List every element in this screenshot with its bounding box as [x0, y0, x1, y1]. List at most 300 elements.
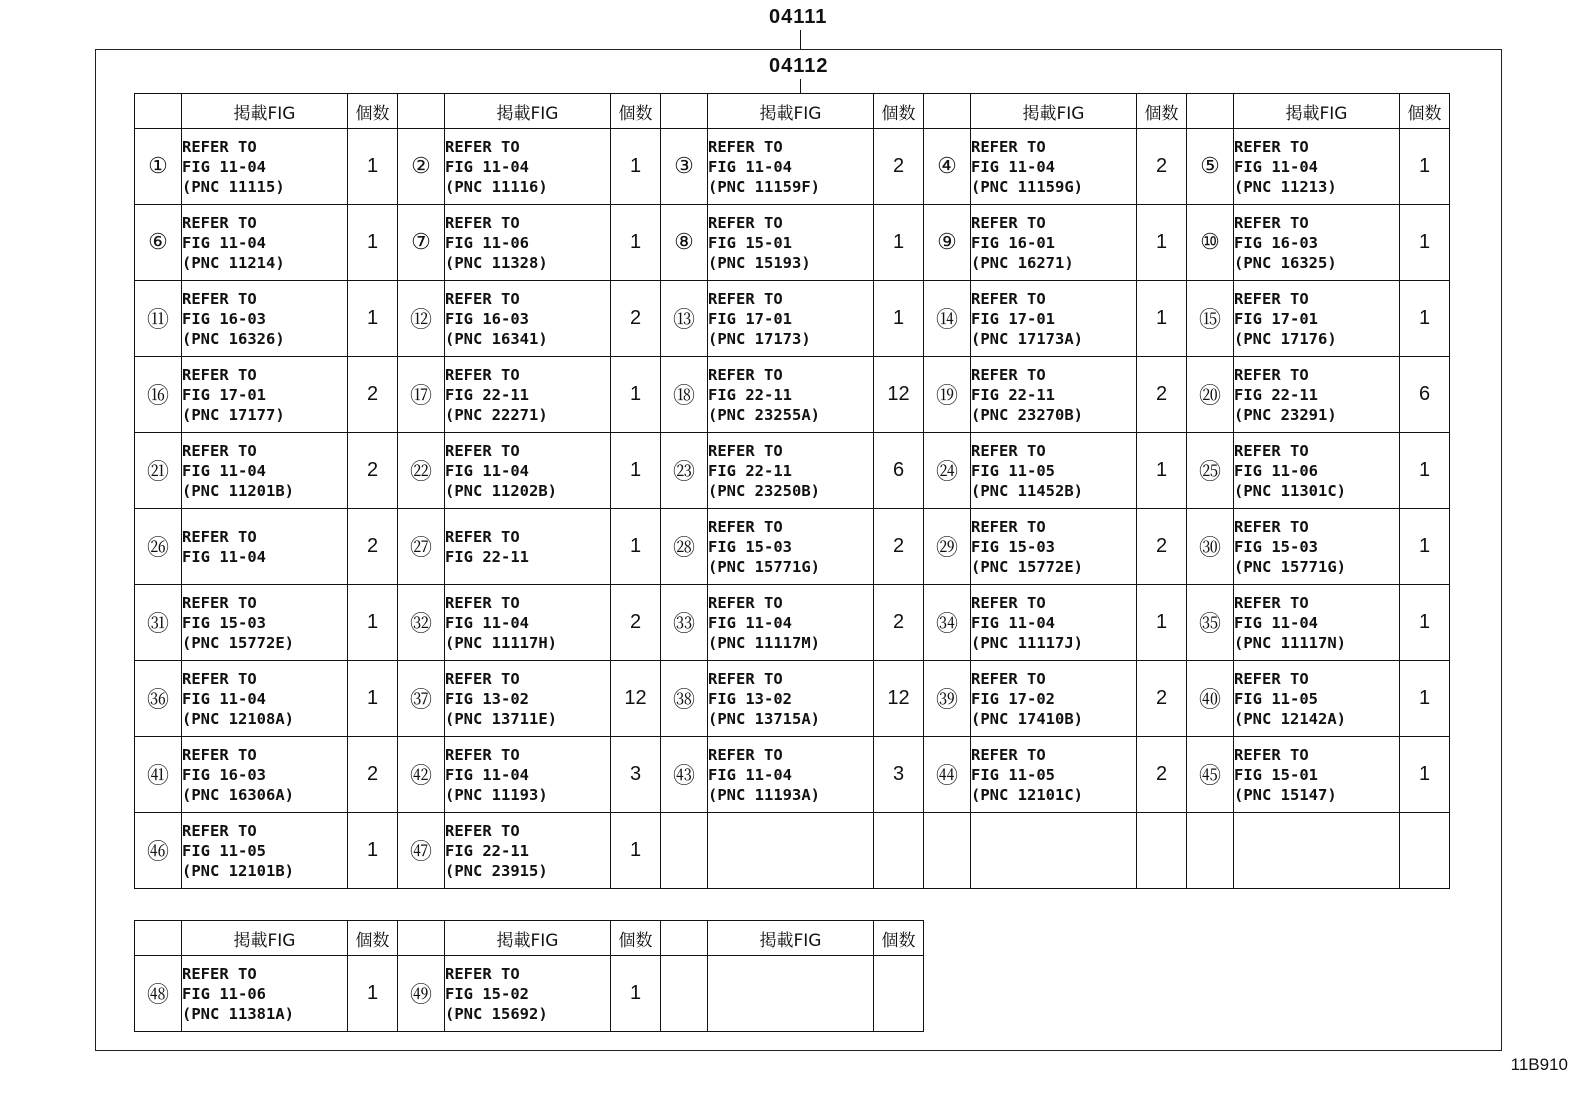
fig-reference-line: REFER TO: [445, 137, 520, 156]
fig-reference: [445, 661, 611, 737]
header-row: [135, 921, 924, 956]
fig-reference: [445, 433, 611, 509]
item-number: ㊴: [924, 661, 971, 737]
fig-reference-line: FIG 11-05: [1234, 689, 1318, 708]
fig-reference-line: REFER TO: [708, 213, 783, 232]
header-qty: 個数: [1137, 94, 1187, 129]
fig-reference: [445, 737, 611, 813]
item-number: ㊲: [398, 661, 445, 737]
quantity: 2: [348, 509, 398, 585]
item-number: ⑰: [398, 357, 445, 433]
quantity: 2: [1137, 737, 1187, 813]
item-number: ⑯: [135, 357, 182, 433]
fig-reference-line: REFER TO: [1234, 441, 1309, 460]
fig-reference-line: FIG 15-03: [182, 613, 266, 632]
quantity: 2: [874, 129, 924, 205]
fig-reference: [708, 281, 874, 357]
fig-reference-line: REFER TO: [445, 593, 520, 612]
item-number: [1187, 813, 1234, 889]
item-number: ⑭: [924, 281, 971, 357]
fig-reference-line: FIG 11-04: [708, 765, 792, 784]
fig-reference: [708, 956, 874, 1032]
item-number: ㊺: [1187, 737, 1234, 813]
quantity: 2: [874, 509, 924, 585]
fig-reference-line: FIG 13-02: [708, 689, 792, 708]
header-fig: 掲載FIG: [445, 921, 611, 956]
fig-reference-line: (PNC 11452B): [971, 481, 1083, 500]
fig-reference-line: FIG 15-02: [445, 984, 529, 1003]
item-number: ㉘: [661, 509, 708, 585]
quantity: 3: [611, 737, 661, 813]
quantity: 2: [611, 585, 661, 661]
header-qty: 個数: [1400, 94, 1450, 129]
fig-reference-line: (PNC 16306A): [182, 785, 294, 804]
fig-reference-line: (PNC 23250B): [708, 481, 820, 500]
fig-reference: [971, 433, 1137, 509]
fig-reference-line: REFER TO: [182, 669, 257, 688]
fig-reference-line: FIG 11-05: [182, 841, 266, 860]
fig-reference-line: FIG 16-03: [182, 765, 266, 784]
fig-reference-line: (PNC 11301C): [1234, 481, 1346, 500]
fig-reference: [445, 281, 611, 357]
table-row: [135, 661, 1450, 737]
quantity: 1: [611, 813, 661, 889]
fig-reference: [1234, 661, 1400, 737]
header-index-cell: [135, 94, 182, 129]
fig-reference-line: FIG 17-01: [1234, 309, 1318, 328]
header-index-cell: [661, 921, 708, 956]
fig-reference-line: REFER TO: [1234, 593, 1309, 612]
fig-reference-line: FIG 11-04: [971, 613, 1055, 632]
fig-reference: [971, 357, 1137, 433]
fig-reference-line: FIG 17-02: [971, 689, 1055, 708]
item-number: ㊳: [661, 661, 708, 737]
item-number: ㊹: [924, 737, 971, 813]
fig-reference-line: (PNC 11193): [445, 785, 548, 804]
quantity: 2: [1137, 129, 1187, 205]
quantity: 1: [1400, 737, 1450, 813]
fig-reference-line: FIG 11-04: [182, 157, 266, 176]
header-fig: 掲載FIG: [182, 921, 348, 956]
quantity: 1: [1137, 585, 1187, 661]
fig-reference: [971, 205, 1137, 281]
fig-reference-line: (PNC 17410B): [971, 709, 1083, 728]
fig-reference: [708, 357, 874, 433]
fig-reference: [1234, 205, 1400, 281]
fig-reference-line: (PNC 23255A): [708, 405, 820, 424]
fig-reference-line: REFER TO: [182, 821, 257, 840]
item-number: ㊻: [135, 813, 182, 889]
fig-reference-line: REFER TO: [445, 527, 520, 546]
item-number: ㊼: [398, 813, 445, 889]
item-number: ㉔: [924, 433, 971, 509]
fig-reference: [182, 433, 348, 509]
fig-reference-line: FIG 17-01: [182, 385, 266, 404]
table-row: [135, 509, 1450, 585]
quantity: 1: [1137, 433, 1187, 509]
header-fig: 掲載FIG: [1234, 94, 1400, 129]
fig-reference-line: REFER TO: [182, 527, 257, 546]
header-index-cell: [1187, 94, 1234, 129]
quantity: 6: [874, 433, 924, 509]
item-number: ㉒: [398, 433, 445, 509]
fig-reference-line: (PNC 11193A): [708, 785, 820, 804]
quantity: 3: [874, 737, 924, 813]
fig-reference-line: REFER TO: [708, 593, 783, 612]
quantity: 1: [348, 813, 398, 889]
fig-reference-line: REFER TO: [1234, 213, 1309, 232]
quantity: [1137, 813, 1187, 889]
header-fig: 掲載FIG: [708, 921, 874, 956]
header-index-cell: [398, 921, 445, 956]
fig-reference-line: REFER TO: [445, 213, 520, 232]
fig-reference-line: (PNC 15692): [445, 1004, 548, 1023]
fig-reference-line: (PNC 23915): [445, 861, 548, 880]
quantity: 1: [611, 509, 661, 585]
fig-reference: [1234, 813, 1400, 889]
fig-reference-line: (PNC 16341): [445, 329, 548, 348]
fig-reference-line: (PNC 15193): [708, 253, 811, 272]
quantity: 1: [611, 433, 661, 509]
fig-reference: [1234, 129, 1400, 205]
fig-reference-line: REFER TO: [971, 517, 1046, 536]
quantity: 6: [1400, 357, 1450, 433]
fig-reference-line: FIG 22-11: [708, 461, 792, 480]
quantity: 1: [348, 205, 398, 281]
fig-reference: [708, 433, 874, 509]
quantity: [874, 956, 924, 1032]
header-qty: 個数: [611, 921, 661, 956]
fig-reference-line: FIG 22-11: [445, 841, 529, 860]
quantity: 2: [1137, 509, 1187, 585]
fig-reference-line: (PNC 12108A): [182, 709, 294, 728]
fig-reference-line: FIG 15-03: [971, 537, 1055, 556]
fig-reference: [1234, 281, 1400, 357]
fig-reference-line: (PNC 11117M): [708, 633, 820, 652]
fig-reference-line: FIG 11-04: [708, 157, 792, 176]
fig-reference: [1234, 433, 1400, 509]
item-number: ㉙: [924, 509, 971, 585]
fig-reference: [971, 509, 1137, 585]
item-number: ㉑: [135, 433, 182, 509]
quantity: 1: [1400, 433, 1450, 509]
fig-reference-line: FIG 11-05: [971, 765, 1055, 784]
fig-reference-line: REFER TO: [1234, 365, 1309, 384]
fig-reference-line: REFER TO: [182, 289, 257, 308]
quantity: 1: [348, 281, 398, 357]
fig-reference-line: FIG 11-06: [1234, 461, 1318, 480]
fig-reference-line: REFER TO: [1234, 289, 1309, 308]
fig-reference: [971, 737, 1137, 813]
fig-reference-line: (PNC 11159G): [971, 177, 1083, 196]
fig-reference-line: REFER TO: [182, 213, 257, 232]
fig-reference: [1234, 737, 1400, 813]
item-number: ㉞: [924, 585, 971, 661]
assembly-code-outer: 04111: [769, 6, 828, 28]
fig-reference: [708, 129, 874, 205]
fig-reference-line: (PNC 22271): [445, 405, 548, 424]
fig-reference-line: REFER TO: [445, 441, 520, 460]
fig-reference-line: (PNC 15772E): [971, 557, 1083, 576]
fig-reference-line: FIG 22-11: [971, 385, 1055, 404]
item-number: ㉝: [661, 585, 708, 661]
fig-reference: [708, 509, 874, 585]
fig-reference-line: FIG 11-04: [182, 461, 266, 480]
fig-reference: [708, 661, 874, 737]
fig-reference: [445, 813, 611, 889]
fig-reference-line: FIG 11-04: [182, 547, 266, 566]
parts-reference-table: [134, 93, 1450, 889]
quantity: 1: [1400, 205, 1450, 281]
fig-reference-line: FIG 11-04: [708, 613, 792, 632]
fig-reference: [708, 205, 874, 281]
item-number: ⑲: [924, 357, 971, 433]
table-row: [135, 956, 924, 1032]
header-fig: 掲載FIG: [708, 94, 874, 129]
item-number: ㉚: [1187, 509, 1234, 585]
fig-reference-line: FIG 11-04: [971, 157, 1055, 176]
quantity: 1: [874, 205, 924, 281]
leader-line-outer: [800, 30, 801, 49]
fig-reference: [1234, 585, 1400, 661]
table-row: [135, 205, 1450, 281]
fig-reference-line: FIG 16-03: [445, 309, 529, 328]
fig-reference-line: (PNC 17176): [1234, 329, 1337, 348]
item-number: ㊵: [1187, 661, 1234, 737]
item-number: ①: [135, 129, 182, 205]
fig-reference-line: (PNC 11117H): [445, 633, 557, 652]
quantity: 2: [611, 281, 661, 357]
fig-reference-line: (PNC 11328): [445, 253, 548, 272]
fig-reference: [971, 129, 1137, 205]
item-number: ⑳: [1187, 357, 1234, 433]
quantity: 1: [611, 956, 661, 1032]
item-number: ㊶: [135, 737, 182, 813]
quantity: 2: [348, 433, 398, 509]
fig-reference-line: FIG 15-03: [708, 537, 792, 556]
item-number: ④: [924, 129, 971, 205]
fig-reference-line: FIG 15-03: [1234, 537, 1318, 556]
fig-reference-line: FIG 11-04: [1234, 613, 1318, 632]
fig-reference-line: (PNC 11381A): [182, 1004, 294, 1023]
item-number: ㉕: [1187, 433, 1234, 509]
fig-reference: [1234, 509, 1400, 585]
fig-reference: [445, 357, 611, 433]
table-row: [135, 737, 1450, 813]
fig-reference-line: FIG 22-11: [445, 547, 529, 566]
fig-reference-line: REFER TO: [182, 137, 257, 156]
fig-reference-line: (PNC 15771G): [708, 557, 820, 576]
fig-reference: [182, 813, 348, 889]
fig-reference-line: REFER TO: [971, 745, 1046, 764]
fig-reference-line: FIG 11-04: [182, 233, 266, 252]
fig-reference-line: REFER TO: [445, 289, 520, 308]
fig-reference: [182, 956, 348, 1032]
header-fig: 掲載FIG: [445, 94, 611, 129]
item-number: [661, 813, 708, 889]
fig-reference-line: FIG 16-01: [971, 233, 1055, 252]
fig-reference: [445, 129, 611, 205]
fig-reference-line: (PNC 11159F): [708, 177, 820, 196]
fig-reference-line: FIG 22-11: [445, 385, 529, 404]
quantity: 1: [1400, 509, 1450, 585]
fig-reference: [445, 205, 611, 281]
quantity: 1: [1400, 661, 1450, 737]
fig-reference-line: (PNC 11115): [182, 177, 285, 196]
item-number: ⑥: [135, 205, 182, 281]
fig-reference: [708, 737, 874, 813]
fig-reference-line: REFER TO: [971, 593, 1046, 612]
fig-reference: [182, 509, 348, 585]
fig-reference: [182, 205, 348, 281]
fig-reference: [445, 509, 611, 585]
header-index-cell: [924, 94, 971, 129]
fig-reference-line: REFER TO: [971, 441, 1046, 460]
fig-reference-line: REFER TO: [1234, 669, 1309, 688]
fig-reference-line: (PNC 17177): [182, 405, 285, 424]
parts-reference-table-continued: [134, 920, 924, 1032]
fig-reference-line: REFER TO: [971, 289, 1046, 308]
quantity: 12: [874, 661, 924, 737]
fig-reference-line: FIG 22-11: [708, 385, 792, 404]
table-row: [135, 433, 1450, 509]
fig-reference-line: REFER TO: [182, 964, 257, 983]
quantity: 1: [1400, 281, 1450, 357]
quantity: 1: [1137, 281, 1187, 357]
quantity: 1: [611, 205, 661, 281]
header-fig: 掲載FIG: [182, 94, 348, 129]
figure-code: 11B910: [1510, 1055, 1568, 1074]
quantity: 2: [874, 585, 924, 661]
fig-reference-line: REFER TO: [708, 289, 783, 308]
table-row: [135, 129, 1450, 205]
fig-reference-line: FIG 11-04: [1234, 157, 1318, 176]
quantity: 1: [1400, 129, 1450, 205]
fig-reference: [445, 956, 611, 1032]
fig-reference-line: REFER TO: [182, 441, 257, 460]
fig-reference-line: FIG 11-06: [182, 984, 266, 1003]
fig-reference: [971, 661, 1137, 737]
fig-reference-line: FIG 17-01: [971, 309, 1055, 328]
item-number: ⑤: [1187, 129, 1234, 205]
item-number: ③: [661, 129, 708, 205]
header-qty: 個数: [611, 94, 661, 129]
fig-reference-line: (PNC 12101B): [182, 861, 294, 880]
fig-reference-line: REFER TO: [708, 365, 783, 384]
fig-reference-line: REFER TO: [445, 745, 520, 764]
assembly-code-inner: 04112: [769, 55, 829, 77]
fig-reference-line: REFER TO: [182, 745, 257, 764]
table-row: [135, 585, 1450, 661]
header-row: [135, 94, 1450, 129]
quantity: 1: [348, 129, 398, 205]
header-qty: 個数: [348, 94, 398, 129]
fig-reference-line: FIG 11-06: [445, 233, 529, 252]
fig-reference-line: (PNC 16271): [971, 253, 1074, 272]
fig-reference-line: (PNC 13711E): [445, 709, 557, 728]
item-number: ㉗: [398, 509, 445, 585]
fig-reference-line: FIG 15-01: [708, 233, 792, 252]
quantity: 12: [611, 661, 661, 737]
item-number: ㉓: [661, 433, 708, 509]
quantity: [874, 813, 924, 889]
item-number: ⑮: [1187, 281, 1234, 357]
header-index-cell: [398, 94, 445, 129]
fig-reference-line: (PNC 15147): [1234, 785, 1337, 804]
fig-reference: [182, 281, 348, 357]
fig-reference-line: (PNC 11116): [445, 177, 548, 196]
fig-reference-line: REFER TO: [445, 365, 520, 384]
fig-reference: [445, 585, 611, 661]
fig-reference-line: REFER TO: [971, 137, 1046, 156]
fig-reference-line: FIG 13-02: [445, 689, 529, 708]
fig-reference-line: REFER TO: [971, 213, 1046, 232]
fig-reference-line: FIG 11-04: [445, 613, 529, 632]
fig-reference: [182, 737, 348, 813]
fig-reference-line: (PNC 12101C): [971, 785, 1083, 804]
fig-reference: [182, 661, 348, 737]
item-number: ㉟: [1187, 585, 1234, 661]
quantity: 1: [348, 661, 398, 737]
fig-reference-line: (PNC 12142A): [1234, 709, 1346, 728]
fig-reference-line: REFER TO: [445, 964, 520, 983]
quantity: 1: [348, 956, 398, 1032]
quantity: 2: [1137, 357, 1187, 433]
fig-reference: [971, 281, 1137, 357]
table-row: [135, 357, 1450, 433]
item-number: ②: [398, 129, 445, 205]
quantity: 2: [348, 357, 398, 433]
fig-reference-line: (PNC 13715A): [708, 709, 820, 728]
fig-reference: [182, 585, 348, 661]
fig-reference: [182, 357, 348, 433]
item-number: ⑩: [1187, 205, 1234, 281]
quantity: 1: [874, 281, 924, 357]
header-qty: 個数: [348, 921, 398, 956]
item-number: ㊽: [135, 956, 182, 1032]
item-number: ㊾: [398, 956, 445, 1032]
fig-reference-line: (PNC 11214): [182, 253, 285, 272]
header-index-cell: [661, 94, 708, 129]
header-qty: 個数: [874, 921, 924, 956]
fig-reference-line: (PNC 11117J): [971, 633, 1083, 652]
fig-reference-line: REFER TO: [182, 365, 257, 384]
quantity: 12: [874, 357, 924, 433]
fig-reference: [971, 813, 1137, 889]
fig-reference-line: REFER TO: [445, 669, 520, 688]
fig-reference-line: FIG 11-04: [445, 157, 529, 176]
fig-reference-line: (PNC 15772E): [182, 633, 294, 652]
item-number: ㊷: [398, 737, 445, 813]
table-row: [135, 813, 1450, 889]
header-index-cell: [135, 921, 182, 956]
quantity: 1: [1137, 205, 1187, 281]
quantity: 1: [611, 129, 661, 205]
fig-reference: [1234, 357, 1400, 433]
item-number: ㉛: [135, 585, 182, 661]
item-number: ⑧: [661, 205, 708, 281]
quantity: 1: [348, 585, 398, 661]
fig-reference-line: REFER TO: [708, 669, 783, 688]
item-number: ⑬: [661, 281, 708, 357]
item-number: ⑫: [398, 281, 445, 357]
item-number: ⑨: [924, 205, 971, 281]
fig-reference: [971, 585, 1137, 661]
fig-reference-line: REFER TO: [708, 441, 783, 460]
fig-reference-line: REFER TO: [971, 365, 1046, 384]
item-number: ⑦: [398, 205, 445, 281]
fig-reference-line: FIG 11-04: [445, 765, 529, 784]
